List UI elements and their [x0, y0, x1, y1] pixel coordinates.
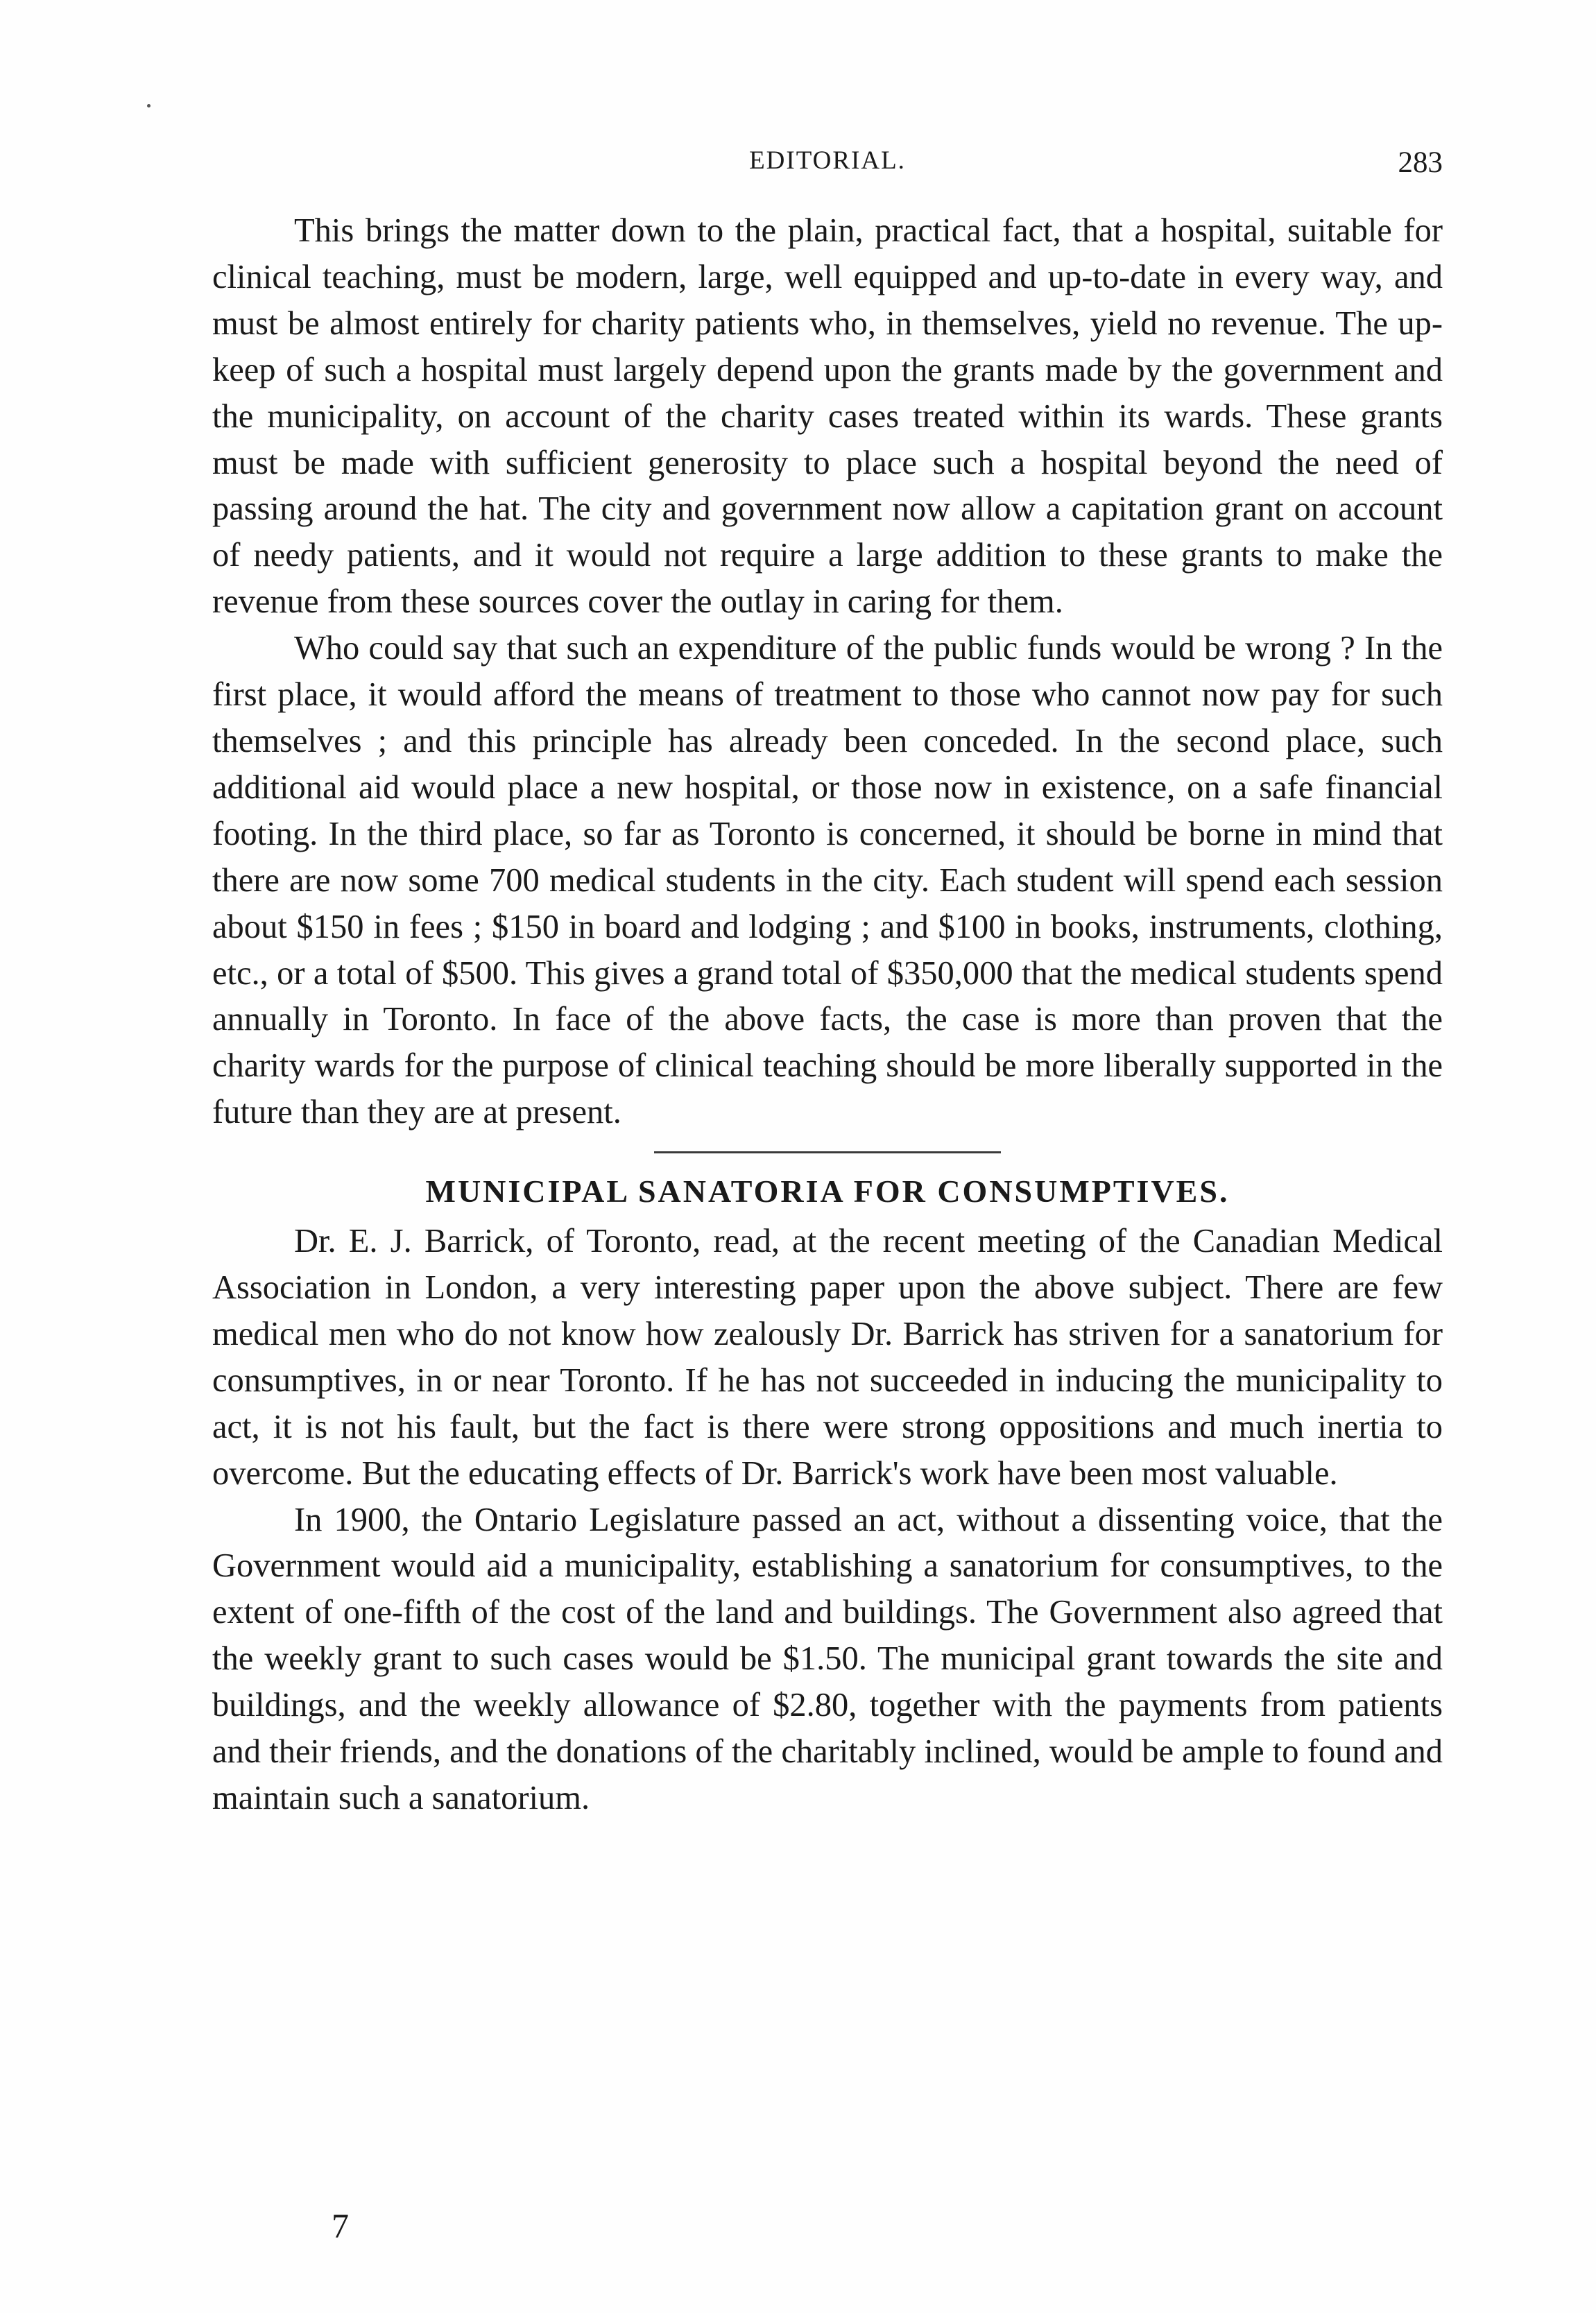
section-divider	[654, 1151, 1001, 1153]
running-title: EDITORIAL.	[749, 146, 906, 175]
page-number: 283	[1398, 146, 1443, 179]
text-column	[212, 208, 1443, 1822]
paragraph-public-funds: Who could say that such an expenditure of the public funds would be wrong ? In the first place, it would afford the means of treatment to those who cannot now pay for such themselves ; and this principle has already been conceded. In the second place, such additional aid would place a new hospital, or those now in existence, on a safe financial footing. In the third place, so far as Toronto is concerned, it should be borne in mind that there are now some 700 medical students in the city. Each student will spend each session about $150 in fees ; $150 in board and lodging ; and $100 in books, instruments, clothing, etc., or a total of $500. This gives a grand total of $350,000 that the medical students spend annually in Toronto. In face of the above facts, the case is more than proven that the charity wards for the purpose of clinical teaching should be more liberally supported in the future than they are at present.	[212, 630, 1443, 1131]
section-heading: MUNICIPAL SANATORIA FOR CONSUMPTIVES.	[425, 1173, 1230, 1210]
running-head	[212, 146, 1443, 187]
printer-signature-mark: 7	[332, 2206, 349, 2245]
stray-mark	[147, 104, 151, 108]
paragraph-barrick-paper: Dr. E. J. Barrick, of Toronto, read, at the recent meeting of the Canadian Medical Association in London, a very interesting paper upon the above subject. There are few medical men who do not know how zealously Dr. Barrick has striven for a sanatorium for consumptives, in or near Toronto. If he has not succeeded in inducing the municipality to act, it is not his fault, but the fact is there were strong oppositions and much inertia to overcome. But the educating effects of Dr. Barrick's work have been most valuable.	[212, 1223, 1443, 1492]
paragraph-legislature-act: In 1900, the Ontario Legislature passed an act, without a dissenting voice, that the Government would aid a municipality, establishing a sanatorium for consumptives, to the extent of one-fifth of the cost of the land and buildings. The Government also agreed that the weekly grant to such cases would be $1.50. The municipal grant towards the site and buildings, and the weekly allowance of $2.80, together with the payments from patients and their friends, and the donations of the charitably inclined, would be ample to found and maintain such a sanatorium.	[212, 1501, 1443, 1816]
paragraph-hospital-teaching: This brings the matter down to the plain, practical fact, that a hospital, suitable for clinical teaching, must be modern, large, well equipped and up-to-date in every way, and must be almost entirely for charity patients who, in themselves, yield no revenue. The up-keep of such a hospital must largely depend upon the grants made by the government and the municipality, on account of the charity cases treated within its wards. These grants must be made with sufficient generosity to place such a hospital beyond the need of passing around the hat. The city and government now allow a capitation grant on account of needy patients, and it would not require a large addition to these grants to make the revenue from these sources cover the outlay in caring for them.	[212, 212, 1443, 621]
